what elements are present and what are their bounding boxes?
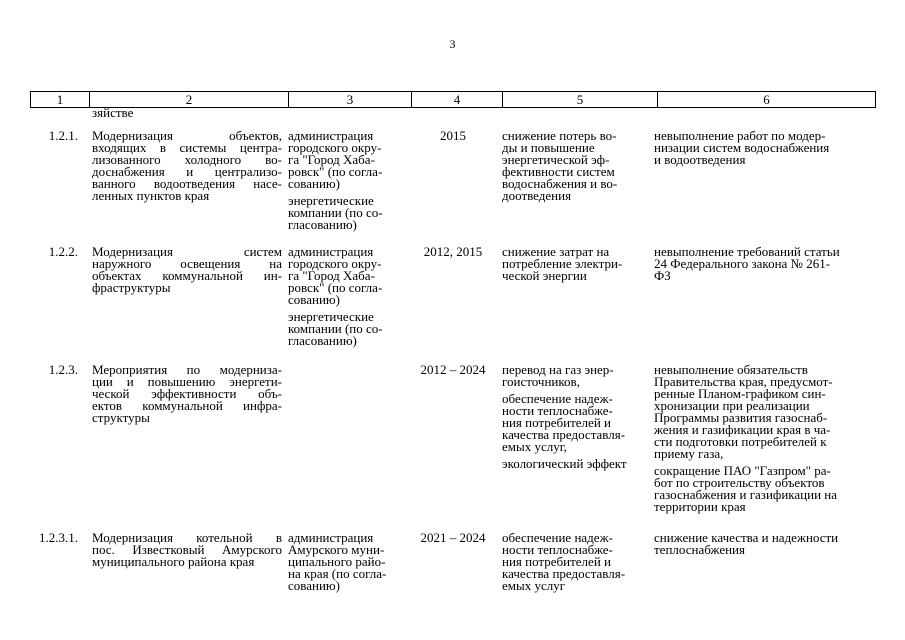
- executor-paragraph: [288, 532, 408, 592]
- row-number: 1.2.3.: [48, 362, 78, 377]
- expected-result-line: энергетической эф-: [502, 152, 610, 167]
- expected-result-line: снижение затрат на: [502, 244, 610, 259]
- expected-result-paragraph: [502, 532, 650, 592]
- consequence-paragraph: [654, 532, 876, 556]
- executor-line: администрация: [288, 530, 374, 545]
- expected-result-line: ности теплоснабже-: [502, 542, 613, 557]
- executor-line: сованию): [288, 578, 340, 593]
- deadline: 2012, 2015: [423, 244, 483, 259]
- consequence-line: Правительства края, предусмот-: [654, 374, 833, 389]
- executor-paragraph: [288, 246, 408, 306]
- expected-result-line: фективности систем: [502, 164, 615, 179]
- consequence-line: Программы развития газоснаб-: [654, 410, 828, 425]
- activity-name-line: ванного водоотведения насе-: [92, 176, 282, 191]
- activity-name-line: Модернизация систем: [92, 244, 282, 259]
- expected-result-line: ния потребителей и: [502, 554, 611, 569]
- expected-result-paragraph: [502, 393, 650, 453]
- consequence-paragraph: [654, 130, 876, 166]
- table-row: [30, 246, 876, 347]
- header-col-5: 5: [503, 92, 658, 107]
- executor-paragraph: [288, 130, 408, 190]
- executor-line: гласованию): [288, 217, 357, 232]
- consequence-line: хронизации при реализации: [654, 398, 810, 413]
- row-number: 1.2.3.1.: [39, 530, 78, 545]
- consequence-line: территории края: [654, 499, 746, 514]
- consequence-line: жения и газификации края в ча-: [654, 422, 831, 437]
- row-number: 1.2.1.: [48, 128, 78, 143]
- header-col-4: 4: [412, 92, 503, 107]
- consequence-line: сти подготовки потребителей к: [654, 434, 827, 449]
- consequence-line: теплоснабжения: [654, 542, 745, 557]
- expected-result-paragraph: [502, 458, 650, 470]
- expected-result-line: качества предоставля-: [502, 566, 626, 581]
- activity-name-line: муниципального района края: [92, 554, 255, 569]
- executor-line: администрация: [288, 128, 374, 143]
- executor-line: энергетические: [288, 309, 374, 324]
- consequence-paragraph: [654, 364, 876, 460]
- executor: [286, 246, 408, 347]
- deadline: 2012 – 2024: [420, 362, 486, 377]
- expected-result-line: ческой энергии: [502, 268, 587, 283]
- activity-name: [88, 246, 286, 347]
- consequence-line: снижение качества и надежности: [654, 530, 839, 545]
- consequence: [652, 532, 876, 592]
- executor-line: администрация: [288, 244, 374, 259]
- expected-result-line: доотведения: [502, 188, 572, 203]
- expected-result-line: обеспечение надеж-: [502, 530, 613, 545]
- executor-line: ципального райо-: [288, 554, 386, 569]
- executor-line: га "Город Хаба-: [288, 152, 375, 167]
- activity-name-line: наружного освещения на: [92, 256, 282, 271]
- consequence-paragraph: [654, 246, 876, 282]
- executor-paragraph: [288, 311, 408, 347]
- table-row: [30, 130, 876, 231]
- page-number: 3: [449, 37, 456, 51]
- executor-line: Амурского муни-: [288, 542, 385, 557]
- table-row: [30, 364, 876, 513]
- activity-name-line: Модернизация объектов,: [92, 128, 282, 143]
- executor-line: энергетические: [288, 193, 374, 208]
- expected-result: [498, 130, 652, 231]
- activity-name-line: Модернизация котельной в: [92, 530, 282, 545]
- activity-name-line: Мероприятия по модерниза-: [92, 362, 282, 377]
- activity-name: [88, 364, 286, 513]
- executor-line: гласованию): [288, 333, 357, 348]
- executor-paragraph: [288, 195, 408, 231]
- activity-name-line: ленных пунктов края: [92, 188, 210, 203]
- activity-name: [88, 130, 286, 231]
- expected-result-line: обеспечение надеж-: [502, 391, 613, 406]
- consequence-paragraph: [654, 465, 876, 513]
- consequence-line: ренные Планом-графиком син-: [654, 386, 826, 401]
- activity-name-line: доснабжения и централизо-: [92, 164, 282, 179]
- consequence-line: приему газа,: [654, 446, 724, 461]
- expected-result-line: водоснабжения и во-: [502, 176, 618, 191]
- consequence-line: бот по строительству объектов: [654, 475, 825, 490]
- consequence: [652, 130, 876, 231]
- expected-result-paragraph: [502, 130, 650, 202]
- activity-name-line: ции и повышению энергети-: [92, 374, 282, 389]
- expected-result: [498, 532, 652, 592]
- consequence-line: газоснабжения и газификации на: [654, 487, 838, 502]
- header-col-3: 3: [289, 92, 412, 107]
- executor-line: городского окру-: [288, 256, 382, 271]
- expected-result-line: емых услуг,: [502, 439, 567, 454]
- expected-result-line: снижение потерь во-: [502, 128, 617, 143]
- consequence-line: низации систем водоснабжения: [654, 140, 830, 155]
- header-col-6: 6: [763, 92, 770, 107]
- activity-name: [88, 532, 286, 592]
- executor-line: компании (по со-: [288, 205, 383, 220]
- expected-result-line: емых услуг: [502, 578, 566, 593]
- consequence-line: невыполнение требований статьи: [654, 244, 840, 259]
- header-col-2: 2: [90, 92, 289, 107]
- table-row: [30, 532, 876, 592]
- executor-line: компании (по со-: [288, 321, 383, 336]
- expected-result-line: ды и повышение: [502, 140, 595, 155]
- activity-name-line: входящих в системы центра-: [92, 140, 282, 155]
- executor-line: га "Город Хаба-: [288, 268, 375, 283]
- expected-result-line: экологический эффект: [502, 456, 627, 471]
- executor: [286, 130, 408, 231]
- row-number: 1.2.2.: [48, 244, 78, 259]
- consequence-line: и водоотведения: [654, 152, 746, 167]
- activity-name-line: структуры: [92, 410, 150, 425]
- activity-name-line: ектов коммунальной инфра-: [92, 398, 282, 413]
- executor-line: городского окру-: [288, 140, 382, 155]
- header-col-1: 1: [31, 92, 90, 107]
- activity-name-line: пос. Известковый Амурского: [92, 542, 282, 557]
- expected-result-line: ности теплоснабже-: [502, 403, 613, 418]
- executor-line: сованию): [288, 176, 340, 191]
- consequence-line: ФЗ: [654, 268, 671, 283]
- executor: [286, 532, 408, 592]
- table-header: [30, 91, 876, 108]
- expected-result-line: потребление электри-: [502, 256, 623, 271]
- executor-line: ровск" (по согла-: [288, 280, 383, 295]
- expected-result-paragraph: [502, 246, 650, 282]
- activity-name-line: объектах коммунальной ин-: [92, 268, 282, 283]
- deadline: 2015: [440, 128, 466, 143]
- executor-line: на края (по согла-: [288, 566, 387, 581]
- deadline: 2021 – 2024: [420, 530, 486, 545]
- executor-line: сованию): [288, 292, 340, 307]
- consequence-line: невыполнение работ по модер-: [654, 128, 826, 143]
- expected-result-line: гоисточников,: [502, 374, 580, 389]
- activity-name-line: лизованного холодного во-: [92, 152, 282, 167]
- expected-result-line: перевод на газ энер-: [502, 362, 614, 377]
- expected-result: [498, 246, 652, 347]
- activity-name-line: фраструктуры: [92, 280, 171, 295]
- continuation-text: зяйстве: [92, 105, 134, 120]
- expected-result-paragraph: [502, 364, 650, 388]
- consequence-line: сокращение ПАО "Газпром" ра-: [654, 463, 831, 478]
- consequence: [652, 364, 876, 513]
- activity-name-line: ческой эффективности объ-: [92, 386, 282, 401]
- expected-result: [498, 364, 652, 513]
- expected-result-line: ния потребителей и: [502, 415, 611, 430]
- consequence-line: 24 Федерального закона № 261-: [654, 256, 831, 271]
- executor: [286, 364, 408, 513]
- consequence: [652, 246, 876, 347]
- consequence-line: невыполнение обязательств: [654, 362, 808, 377]
- executor-line: ровск" (по согла-: [288, 164, 383, 179]
- expected-result-line: качества предоставля-: [502, 427, 626, 442]
